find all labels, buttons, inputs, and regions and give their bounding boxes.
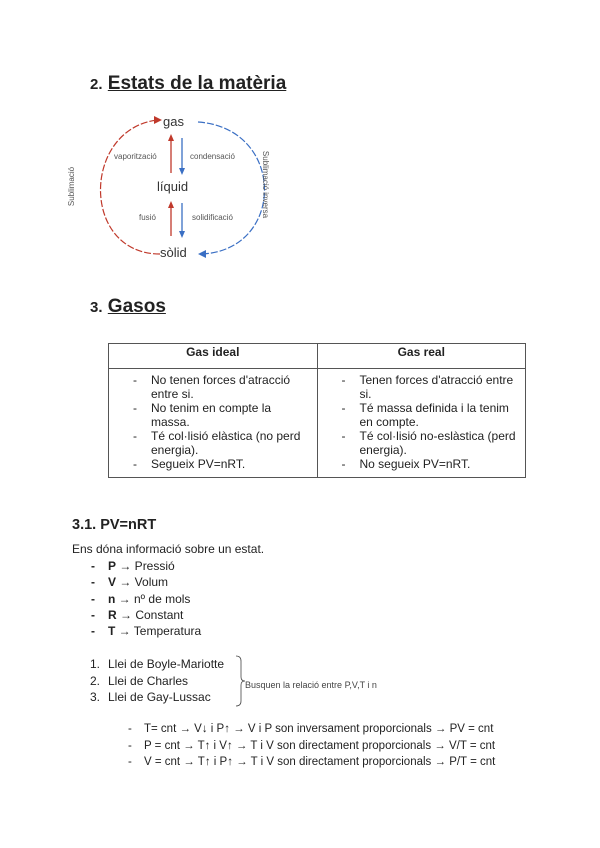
list-item: - Tenen forces d'atracció entre si. bbox=[322, 373, 520, 401]
section-3-title: Gasos bbox=[107, 296, 166, 317]
list-item: - P = cnt → T↑ i V↑ → T i V son directament proporcionals → V/T = cnt bbox=[128, 738, 495, 755]
relations-list bbox=[128, 721, 495, 771]
header-gas-real: Gas real bbox=[317, 344, 526, 369]
section-2-heading bbox=[90, 73, 286, 95]
list-item bbox=[88, 591, 201, 607]
section-2-number: 2. bbox=[90, 76, 103, 93]
list-item bbox=[90, 689, 224, 706]
list-item: - No segueix PV=nRT. bbox=[322, 457, 520, 471]
section-3-1-intro: Ens dóna informació sobre un estat. bbox=[72, 542, 265, 556]
law-number: 3. bbox=[90, 690, 101, 704]
list-item bbox=[90, 673, 224, 690]
list-item: - Té col·lisió no-eslàstica (perd energia). bbox=[322, 429, 520, 457]
deposition-arc bbox=[198, 122, 265, 254]
inverse-sublimation-label: Sublimació inversa bbox=[261, 150, 271, 219]
variable-text: → Constant bbox=[116, 607, 184, 622]
gas-real-cell bbox=[317, 369, 526, 478]
gas-label: gas bbox=[163, 114, 184, 129]
variable-text: → Temperatura bbox=[115, 624, 202, 639]
list-item: - Segueix PV=nRT. bbox=[113, 457, 311, 471]
variable-text: → Volum bbox=[116, 575, 169, 590]
laws-note: Busquen la relació entre P,V,T i n bbox=[245, 680, 377, 690]
section-3-heading bbox=[90, 296, 166, 318]
section-3-1-heading: 3.1. PV=nRT bbox=[72, 517, 157, 533]
list-item bbox=[88, 623, 201, 639]
variables-list bbox=[88, 558, 201, 639]
list-item: - No tenen forces d'atracció entre si. bbox=[113, 373, 311, 401]
section-3-number: 3. bbox=[90, 299, 103, 316]
condensation-label: condensació bbox=[190, 152, 235, 161]
list-item bbox=[90, 656, 224, 673]
solid-label: sòlid bbox=[160, 245, 187, 260]
variable-symbol: R bbox=[108, 607, 117, 622]
list-item bbox=[88, 574, 201, 590]
variable-text: → nº de mols bbox=[115, 591, 191, 606]
deposition-arrowhead bbox=[198, 250, 206, 258]
list-item bbox=[88, 558, 201, 574]
law-text: Llei de Gay-Lussac bbox=[108, 690, 211, 704]
variable-symbol: T bbox=[108, 624, 116, 639]
variable-symbol: P bbox=[108, 559, 117, 573]
law-number: 1. bbox=[90, 657, 101, 671]
sublimation-label: Sublimació bbox=[67, 166, 77, 207]
list-item: - T= cnt → V↓ i P↑ → V i P son inversament proporcionals → PV = cnt bbox=[128, 721, 495, 738]
liquid-label: líquid bbox=[157, 179, 189, 194]
laws-list bbox=[90, 656, 224, 706]
solidification-label: solidificació bbox=[192, 213, 233, 222]
law-number: 2. bbox=[90, 673, 101, 688]
fusion-label: fusió bbox=[139, 213, 156, 222]
gas-ideal-cell bbox=[109, 369, 318, 478]
gas-comparison-table bbox=[108, 343, 526, 478]
list-item bbox=[88, 607, 201, 623]
variable-text: → Pressió bbox=[116, 559, 175, 573]
variable-symbol: V bbox=[108, 575, 117, 590]
header-gas-ideal: Gas ideal bbox=[109, 344, 318, 369]
vaporization-label: vaporització bbox=[114, 152, 157, 161]
variable-symbol: n bbox=[108, 591, 116, 606]
list-item: - Té massa definida i la tenim en compte. bbox=[322, 401, 520, 429]
list-item: - V = cnt → T↑ i P↑ → T i V son directament proporcionals → P/T = cnt bbox=[128, 754, 495, 771]
sublimation-arrowhead bbox=[154, 116, 162, 124]
law-text: Llei de Boyle-Mariotte bbox=[108, 657, 225, 671]
section-2-title: Estats de la matèria bbox=[107, 73, 287, 94]
law-text: Llei de Charles bbox=[108, 673, 189, 688]
list-item: - No tenim en compte la massa. bbox=[113, 401, 311, 429]
list-item: - Té col·lisió elàstica (no perd energia). bbox=[113, 429, 311, 457]
sublimation-arc bbox=[101, 120, 161, 254]
